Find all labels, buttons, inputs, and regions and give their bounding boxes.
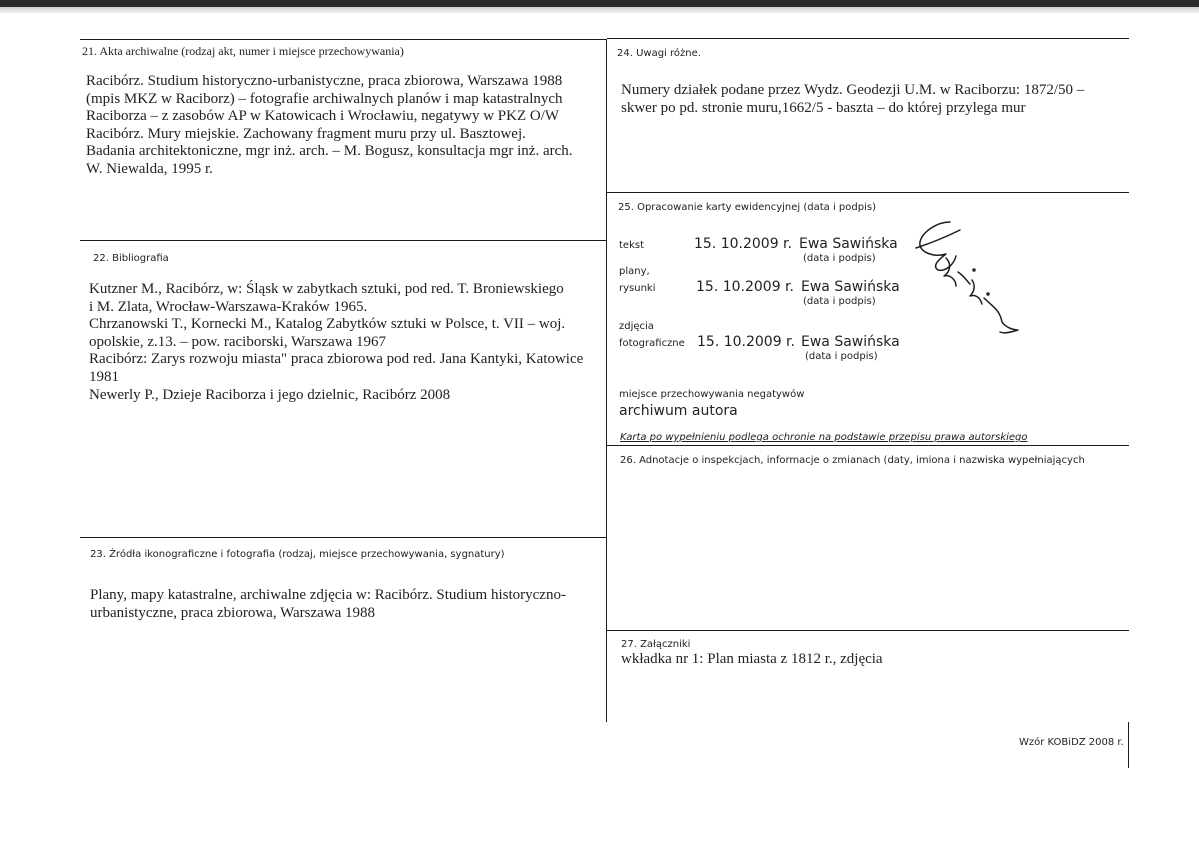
section-23-title: 23. Źródła ikonograficzne i fotografia (rodzaj, miejsce przechowywania, sygnatury) [90, 549, 505, 560]
handwritten-signature [912, 214, 1022, 344]
section-21-line: Raciborza – z zasobów AP w Katowicach i Wrocławiu, negatywy w PKZ O/W [86, 108, 560, 125]
row-label-fotograficzne: fotograficzne [619, 338, 685, 349]
bibliography-line: Newerly P., Dzieje Raciborza i jego dzielnic, Racibórz 2008 [89, 386, 451, 403]
row-signer-name: Ewa Sawińska [801, 279, 900, 295]
bibliography-line: Chrzanowski T., Kornecki M., Katalog Zabytków sztuki w Polsce, t. VII – woj. [89, 316, 566, 333]
bibliography-line: Racibórz: Zarys rozwoju miasta" praca zbiorowa pod red. Jana Kantyki, Katowice [89, 351, 584, 368]
row-date: 15. 10.2009 r. [696, 279, 794, 295]
row-date: 15. 10.2009 r. [694, 236, 792, 252]
row-label-rysunki: rysunki [619, 283, 656, 294]
bibliography-line: i M. Zlata, Wrocław-Warszawa-Kraków 1965. [89, 298, 368, 315]
section-21-line: Badania architektoniczne, mgr inż. arch. – M. Bogusz, konsultacja mgr inż. arch. [86, 143, 573, 160]
section-24-line: Numery działek podane przez Wydz. Geodezji U.M. w Raciborzu: 1872/50 – [621, 82, 1085, 98]
section-25-title: 25. Opracowanie karty ewidencyjnej (data i podpis) [618, 202, 876, 213]
section-21-line: Racibórz. Mury miejskie. Zachowany fragment muru przy ul. Basztowej. [86, 125, 526, 142]
scan-edge-shadow [0, 7, 1199, 13]
rule-21-22 [80, 240, 607, 241]
divider-vertical [606, 39, 607, 722]
rule-24-25 [607, 192, 1129, 193]
row-caption: (data i podpis) [803, 253, 876, 264]
section-23-line: urbanistyczne, praca zbiorowa, Warszawa 1988 [90, 604, 376, 621]
row-caption: (data i podpis) [803, 296, 876, 307]
row-signer-name: Ewa Sawińska [799, 236, 898, 252]
rule-26-27 [607, 630, 1129, 631]
section-23-body [90, 587, 602, 622]
scan-edge [0, 0, 1199, 7]
section-22-body [89, 281, 601, 404]
row-label-plany: plany, [619, 266, 650, 277]
row-signer-name: Ewa Sawińska [801, 334, 900, 350]
row-date: 15. 10.2009 r. [697, 334, 795, 350]
row-caption: (data i podpis) [805, 351, 878, 362]
section-24-body [621, 82, 1121, 117]
section-21-title: 21. Akta archiwalne (rodzaj akt, numer i miejsce przechowywania) [82, 44, 404, 58]
section-24-line: skwer po pd. stronie muru,1662/5 - baszta – do której przylega mur [621, 99, 1026, 116]
bibliography-line: 1981 [89, 368, 119, 385]
storage-value: archiwum autora [619, 403, 738, 419]
rule-top-right [607, 38, 1129, 39]
template-version: Wzór KOBiDZ 2008 r. [1019, 737, 1124, 748]
bibliography-line: opolskie, z.13. – pow. raciborski, Warszawa 1967 [89, 333, 387, 350]
section-22-title: 22. Bibliografia [93, 253, 169, 264]
section-24-title: 24. Uwagi różne. [617, 48, 701, 59]
row-label-tekst: tekst [619, 240, 644, 251]
rule-22-23 [80, 537, 607, 538]
section-21-line: (mpis MKZ w Raciborz) – fotografie archiwalnych planów i map katastralnych [86, 90, 563, 107]
section-21-line: Racibórz. Studium historyczno-urbanistyczne, praca zbiorowa, Warszawa 1988 [86, 73, 563, 89]
section-23-line: Plany, mapy katastralne, archiwalne zdjęcia w: Racibórz. Studium historyczno- [90, 587, 566, 603]
footer-tick [1128, 722, 1129, 768]
rule-25-26 [607, 445, 1129, 446]
row-label-zdjecia: zdjęcia [619, 321, 654, 332]
copyright-note: Karta po wypełnieniu podlega ochronie na podstawie przepisu prawa autorskiego [620, 432, 1028, 443]
section-21-line: W. Niewalda, 1995 r. [86, 160, 213, 177]
section-27-body: wkładka nr 1: Plan miasta z 1812 r., zdjęcia [621, 651, 883, 667]
section-21-body [86, 73, 600, 179]
section-27-title: 27. Załączniki [621, 639, 691, 650]
bibliography-line: Kutzner M., Racibórz, w: Śląsk w zabytkach sztuki, pod red. T. Broniewskiego [89, 281, 564, 297]
storage-label: miejsce przechowywania negatywów [619, 389, 805, 400]
rule-top-left [80, 39, 607, 40]
section-26-title: 26. Adnotacje o inspekcjach, informacje o zmianach (daty, imiona i nazwiska wypełniających [620, 455, 1085, 466]
